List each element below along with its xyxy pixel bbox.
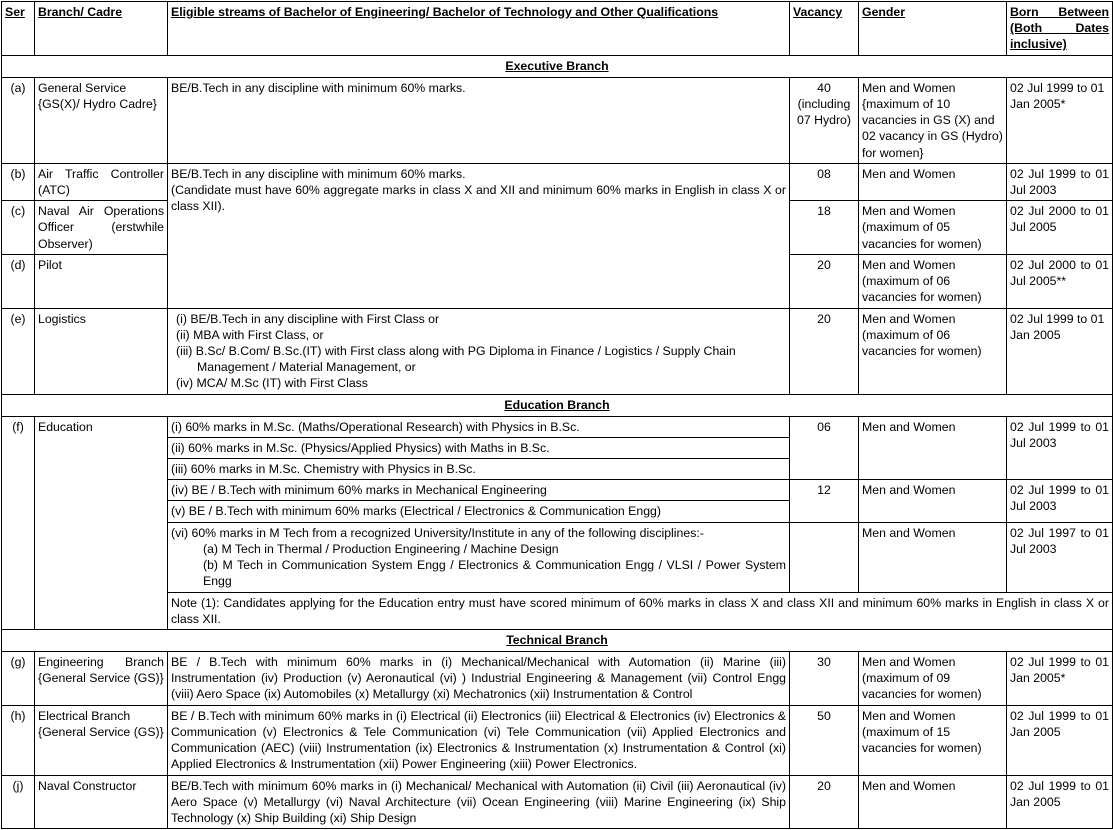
table-row: [2, 775, 1113, 829]
row-b-branch: Air Traffic Controller (ATC): [35, 163, 168, 200]
row-f-stream-vi: [168, 522, 790, 592]
row-h-vacancy: 50: [790, 705, 859, 775]
row-e-stream-item: (iii) B.Sc/ B.Com/ B.Sc.(IT) with First class along with PG Diploma in Finance / Logistics / Supply Chain Management / Material Management, or: [176, 343, 736, 375]
row-g-streams: BE / B.Tech with minimum 60% marks in (i) Mechanical/Mechanical with Automation (ii) Marine (iii) Instrumentation (iv) Production (v) Aeronautical (vi) ) Industrial Engineering & Management (vii) Control Engg (viii) Aero Space (ix) Automobiles (x) Metallurgy (xi) Mechatronics (xii) Instrumentation & Control: [168, 652, 790, 706]
banner-education-label: Education Branch: [504, 397, 610, 412]
row-f-gender-group2: Men and Women: [859, 480, 1007, 522]
header-branch: [35, 2, 168, 56]
row-a-born: 02 Jul 1999 to 01 Jan 2005*: [1007, 77, 1113, 163]
row-h-gender: Men and Women (maximum of 15 vacancies for women): [859, 705, 1007, 775]
row-g-vacancy: 30: [790, 652, 859, 706]
row-c-ser: (c): [2, 201, 35, 255]
row-f-note: Note (1): Candidates applying for the Education entry must have scored minimum of 60% marks in class X and class XII and minimum 60% marks in English in class X or class XII.: [168, 592, 1113, 629]
header-born-label: Born Between (Both Dates inclusive): [1010, 5, 1109, 52]
header-gender: [859, 2, 1007, 56]
banner-technical-label: Technical Branch: [506, 633, 608, 647]
row-a-streams: BE/B.Tech in any discipline with minimum 60% marks.: [168, 77, 790, 163]
vacancy-table: [1, 1, 1113, 829]
rows-bcd-streams-line2: (Candidate must have 60% aggregate marks in class X and XII and minimum 60% marks in English in class X or class XII).: [171, 182, 786, 214]
row-e-stream-item: (iv) MCA/ M.Sc (IT) with First Class: [176, 376, 368, 391]
table-row: [2, 652, 1113, 706]
table-row: [2, 308, 1113, 394]
row-h-born: 02 Jul 1999 to 01 Jan 2005: [1007, 705, 1113, 775]
row-d-gender: Men and Women (maximum of 06 vacancies for women): [859, 254, 1007, 308]
row-b-vacancy: 08: [790, 163, 859, 200]
header-streams: [168, 2, 790, 56]
row-c-vacancy: 18: [790, 201, 859, 255]
row-d-ser: (d): [2, 254, 35, 308]
row-f-vacancy-group3: [790, 522, 859, 592]
row-g-gender: Men and Women (maximum of 09 vacancies for women): [859, 652, 1007, 706]
row-e-stream-item: (ii) MBA with First Class, or: [176, 327, 324, 342]
row-c-branch: Naval Air Operations Officer (erstwhile Observer): [35, 201, 168, 255]
table-row: [2, 592, 1113, 629]
row-f-stream-iii: (iii) 60% marks in M.Sc. Chemistry with Physics in B.Sc.: [168, 459, 790, 480]
banner-executive: [2, 55, 1113, 77]
row-f-stream-vi-a: (a) M Tech in Thermal / Production Engineering / Machine Design: [203, 541, 559, 556]
row-b-born: 02 Jul 1999 to 01 Jul 2003: [1007, 163, 1113, 200]
row-f-stream-iv: (iv) BE / B.Tech with minimum 60% marks in Mechanical Engineering: [168, 480, 790, 501]
row-a-branch: General Service {GS(X)/ Hydro Cadre}: [35, 77, 168, 163]
row-e-gender: Men and Women (maximum of 06 vacancies for women): [859, 308, 1007, 394]
header-ser: [2, 2, 35, 56]
row-f-born-group3: 02 Jul 1997 to 01 Jul 2003: [1007, 522, 1113, 592]
table-row: [2, 480, 1113, 501]
row-a-gender: Men and Women {maximum of 10 vacancies in GS (X) and 02 vacancy in GS (Hydro) for women}: [859, 77, 1007, 163]
row-j-ser: (j): [2, 775, 35, 829]
row-e-branch: Logistics: [35, 308, 168, 394]
vacancy-document: [0, 1, 1113, 829]
row-c-born: 02 Jul 2000 to 01 Jul 2005: [1007, 201, 1113, 255]
banner-technical: [2, 630, 1113, 652]
row-d-vacancy: 20: [790, 254, 859, 308]
header-born: [1007, 2, 1113, 56]
row-b-gender: Men and Women: [859, 163, 1007, 200]
table-row: [2, 705, 1113, 775]
header-vacancy: [790, 2, 859, 56]
row-e-vacancy: 20: [790, 308, 859, 394]
row-f-stream-vi-b: (b) M Tech in Communication System Engg / Electronics & Communication Engg / VLSI / Power System Engg: [203, 558, 786, 589]
header-streams-label: Eligible streams of Bachelor of Engineering/ Bachelor of Technology and Other Qualifications: [171, 5, 719, 19]
row-f-gender-group1: Men and Women: [859, 416, 1007, 480]
rows-bcd-streams: [168, 163, 790, 308]
row-d-branch: Pilot: [35, 254, 168, 308]
table-row: [2, 163, 1113, 200]
row-f-stream-vi-text: (vi) 60% marks in M Tech from a recognized University/Institute in any of the following disciplines:-: [171, 525, 704, 540]
table-header-row: [2, 2, 1113, 56]
row-f-vacancy-group1: 06: [790, 416, 859, 480]
row-c-gender: Men and Women (maximum of 05 vacancies for women): [859, 201, 1007, 255]
row-d-born: 02 Jul 2000 to 01 Jul 2005**: [1007, 254, 1113, 308]
table-row: [2, 522, 1113, 592]
row-g-ser: (g): [2, 652, 35, 706]
header-ser-label: Ser: [5, 5, 25, 19]
table-row: [2, 77, 1113, 163]
row-f-stream-v: (v) BE / B.Tech with minimum 60% marks (Electrical / Electronics & Communication Engg): [168, 501, 790, 522]
row-f-ser: (f): [2, 416, 35, 629]
row-e-stream-item: (i) BE/B.Tech in any discipline with First Class or: [176, 311, 440, 326]
header-branch-label: Branch/ Cadre: [38, 5, 123, 19]
row-j-gender: Men and Women: [859, 775, 1007, 829]
row-e-ser: (e): [2, 308, 35, 394]
banner-education: [2, 394, 1113, 416]
row-e-streams: [168, 308, 790, 394]
row-f-born-group1: 02 Jul 1999 to 01 Jul 2003: [1007, 416, 1113, 480]
row-j-vacancy: 20: [790, 775, 859, 829]
row-g-born: 02 Jul 1999 to 01 Jan 2005*: [1007, 652, 1113, 706]
row-e-born: 02 Jul 1999 to 01 Jan 2005: [1007, 308, 1113, 394]
row-f-stream-i: (i) 60% marks in M.Sc. (Maths/Operational Research) with Physics in B.Sc.: [168, 416, 790, 437]
header-vacancy-label: Vacancy: [793, 5, 843, 19]
row-h-ser: (h): [2, 705, 35, 775]
banner-executive-label: Executive Branch: [505, 58, 609, 73]
row-f-stream-ii: (ii) 60% marks in M.Sc. (Physics/Applied Physics) with Maths in B.Sc.: [168, 437, 790, 458]
row-f-branch: Education: [35, 416, 168, 629]
row-h-branch: Electrical Branch {General Service (GS)}: [35, 705, 168, 775]
row-f-vacancy-group2: 12: [790, 480, 859, 522]
banner-row-executive: [2, 55, 1113, 77]
rows-bcd-streams-line1: BE/B.Tech in any discipline with minimum 60% marks.: [171, 166, 466, 181]
row-a-ser: (a): [2, 77, 35, 163]
banner-row-technical: [2, 630, 1113, 652]
row-j-streams: BE/B.Tech with minimum 60% marks in (i) Mechanical/ Mechanical with Automation (ii) Civil (iii) Aeronautical (iv) Aero Space (v) Metallurgy (vi) Naval Architecture (vii) Ocean Engineering (viii) Marine Engineering (ix) Ship Technology (x) Ship Building (xi) Ship Design: [168, 775, 790, 829]
row-j-born: 02 Jul 1999 to 01 Jan 2005: [1007, 775, 1113, 829]
row-b-ser: (b): [2, 163, 35, 200]
row-g-branch: Engineering Branch {General Service (GS)}: [35, 652, 168, 706]
row-h-streams: BE / B.Tech with minimum 60% marks in (i) Electrical (ii) Electronics (iii) Electrical & Electronics (iv) Electronics & Communication (v) Electronics & Tele Communication (vi) Tele Communication (vii) Applied Electronics and Communication (AEC) (viii) Instrumentation (ix) Electronics & Instrumentation (x) Instrumentation & Control (xi) Applied Electronics & Instrumentation (xii) Power Engineering (xiii) Power Electronics.: [168, 705, 790, 775]
header-gender-label: Gender: [862, 5, 906, 19]
row-f-gender-group3: Men and Women: [859, 522, 1007, 592]
row-a-vacancy: 40 (including 07 Hydro): [790, 77, 859, 163]
table-row: [2, 416, 1113, 437]
row-f-born-group2: 02 Jul 1999 to 01 Jul 2003: [1007, 480, 1113, 522]
banner-row-education: [2, 394, 1113, 416]
row-j-branch: Naval Constructor: [35, 775, 168, 829]
